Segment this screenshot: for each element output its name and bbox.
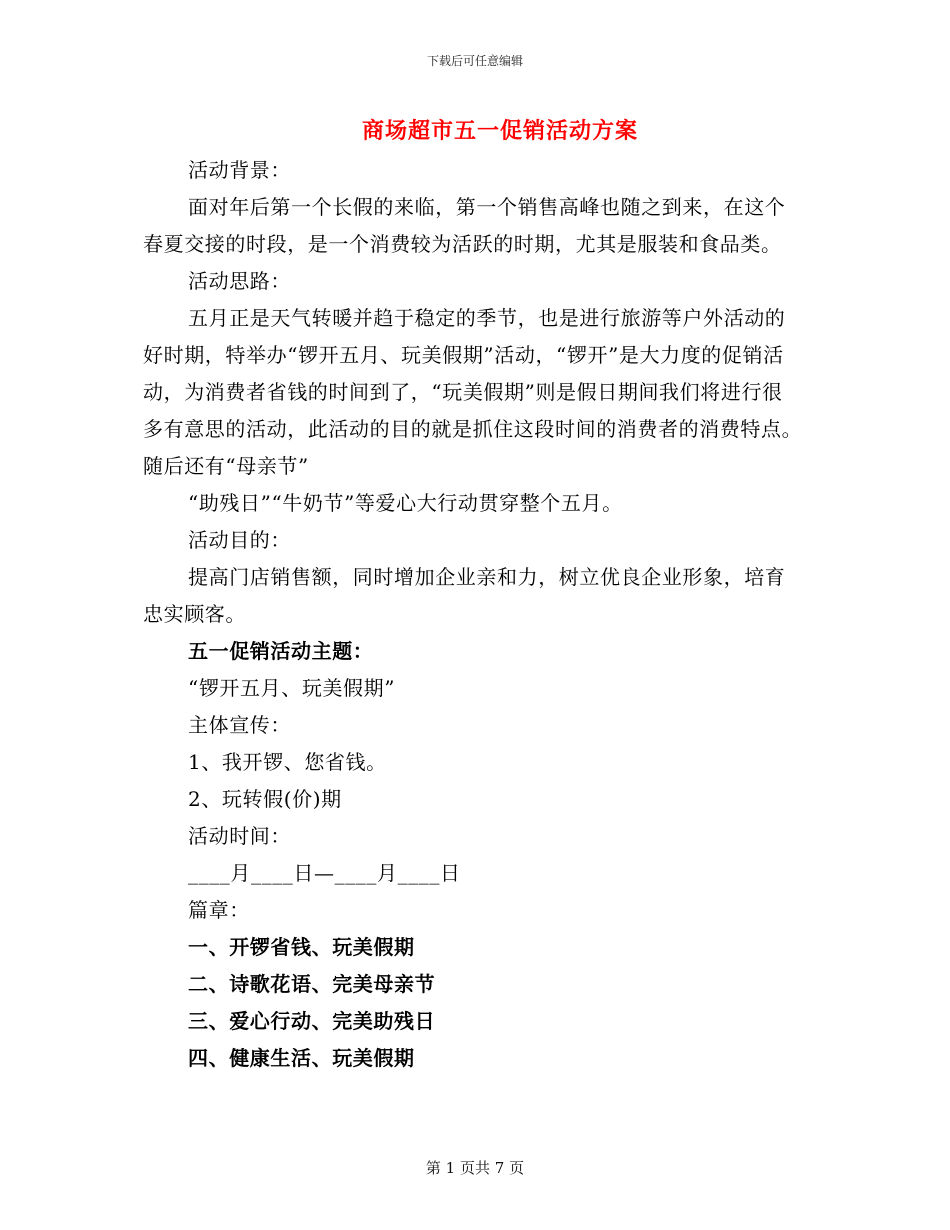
section-heading-theme: 五一促销活动主题：: [188, 639, 374, 663]
activity-time-blank: ____月____日—____月____日: [188, 861, 461, 885]
theme-slogan: “锣开五月、玩美假期”: [188, 676, 396, 700]
promotion-item-1: 1、我开锣、您省钱。: [188, 750, 387, 774]
document-title: 商场超市五一促销活动方案: [361, 118, 638, 144]
section-heading-background: 活动背景：: [188, 158, 291, 182]
section-heading-chapters: 篇章：: [188, 898, 250, 922]
document-body: [143, 152, 803, 1077]
section-heading-time: 活动时间：: [188, 824, 291, 848]
section-heading-purpose: 活动目的：: [188, 528, 291, 552]
section-heading-approach: 活动思路：: [188, 269, 291, 293]
page-footer: 第 1 页共 7 页: [425, 1159, 525, 1177]
paragraph-approach: 五月正是天气转暖并趋于稳定的季节，也是进行旅游等户外活动的好时期，特举办“锣开五月、玩美假期”活动，“锣开”是大力度的促销活动，为消费者省钱的时间到了，“玩美假期”则是假日期间我们将进行很多有意思的活动，此活动的目的就是抓住这段时间的消费者的消费特点。随后还有“母亲节”: [143, 306, 803, 478]
chapter-item-1: 一、开锣省钱、玩美假期: [188, 935, 415, 959]
promotion-item-2: 2、玩转假(价)期: [188, 787, 342, 811]
paragraph-approach-continued: “助残日”“牛奶节”等爱心大行动贯穿整个五月。: [188, 491, 623, 515]
chapter-item-2: 二、诗歌花语、完美母亲节: [188, 972, 436, 996]
chapter-item-3: 三、爱心行动、完美助残日: [188, 1009, 436, 1033]
paragraph-purpose: 提高门店销售额，同时增加企业亲和力，树立优良企业形象，培育忠实顾客。: [143, 565, 786, 626]
chapter-item-4: 四、健康生活、玩美假期: [188, 1046, 415, 1070]
paragraph-background: 面对年后第一个长假的来临，第一个销售高峰也随之到来，在这个春夏交接的时段，是一个消费较为活跃的时期，尤其是服装和食品类。: [143, 195, 786, 256]
section-heading-promotion: 主体宣传：: [188, 713, 291, 737]
page-header: 下载后可任意编辑: [426, 54, 523, 68]
